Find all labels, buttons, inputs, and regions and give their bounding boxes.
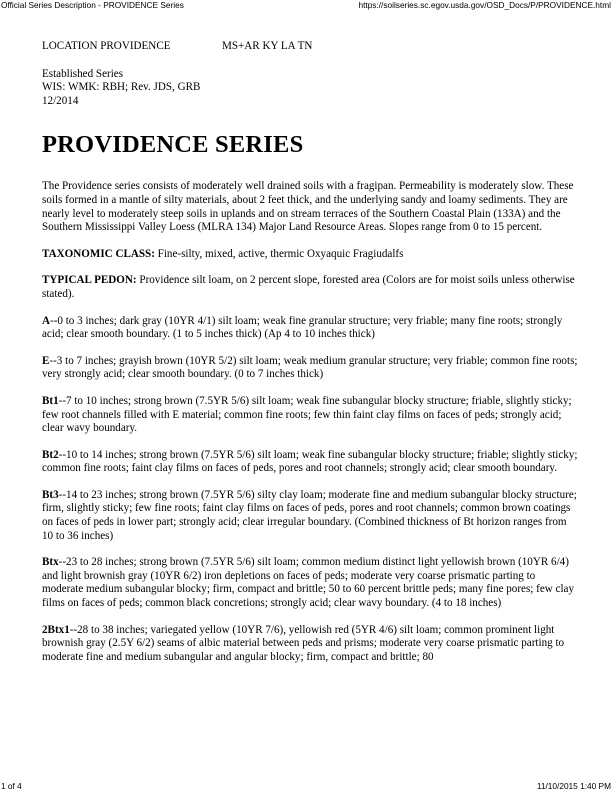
horizon-name: E — [42, 354, 50, 367]
horizon-name: Bt3 — [42, 488, 59, 501]
horizon-bt1 — [42, 395, 578, 436]
horizon-name: Bt2 — [42, 448, 59, 461]
typical-pedon-label: TYPICAL PEDON: — [42, 274, 137, 287]
horizon-name: A — [42, 314, 51, 327]
meta-date: 12/2014 — [42, 94, 79, 107]
horizon-bt3 — [42, 489, 578, 543]
typical-pedon-text: Providence silt loam, on 2 percent slope, forested area (Colors are for moist soils unless otherwise stated). — [42, 274, 575, 300]
intro-paragraph: The Providence series consists of moderately well drained soils with a fragipan. Permeability is moderately slow. These soils formed in a mantle of silty materials, about 2 feet thick, and the underlying sandy and loamy sediments. They are nearly level to moderately steep soils in uplands and on stream terraces of the Southern Coastal Plain (133A) and the Southern Mississippi Valley Loess (MLRA 134) Major Land Resource Areas. Slopes range from 0 to 15 percent. — [42, 180, 574, 234]
horizon-name: 2Btx1 — [42, 623, 70, 636]
horizon-text: --0 to 3 inches; dark gray (10YR 4/1) silt loam; weak fine granular structure; very friable; many fine roots; strongly acid; clear smooth boundary. (1 to 5 inches thick) (Ap 4 to 10 inches thick) — [42, 314, 563, 341]
series-meta — [42, 68, 578, 109]
horizon-e — [42, 355, 578, 382]
horizon-text: --3 to 7 inches; grayish brown (10YR 5/2) silt loam; weak medium granular structure; very friable; common fine roots; very strongly acid; clear smooth boundary. (0 to 7 inches thick) — [42, 354, 578, 381]
location-states: MS+AR KY LA TN — [222, 40, 313, 52]
horizon-btx — [42, 556, 578, 610]
horizon-name: Bt1 — [42, 394, 59, 407]
footer-page-number: 1 of 4 — [1, 781, 22, 791]
typical-pedon — [42, 274, 578, 301]
horizon-text: --23 to 28 inches; strong brown (7.5YR 5/6) silt loam; common medium distinct light yellowish brown (10YR 6/4) and light brownish gray (10YR 6/2) iron depletions on faces of peds; moderate very coarse prismatic parting to moderate medium subangular blocky; firm, compact and brittle; 50 to 60 percent brittle peds; many fine pores; few clay films on faces of peds; common black concretions; strongly acid; clear wavy boundary. (4 to 18 inches) — [42, 556, 575, 610]
horizon-bt2 — [42, 449, 578, 476]
taxonomic-class — [42, 248, 578, 262]
location-label: LOCATION PROVIDENCE — [42, 40, 171, 52]
horizon-2btx1 — [42, 624, 578, 665]
header-url: https://soilseries.sc.egov.usda.gov/OSD_Docs/P/PROVIDENCE.html — [358, 0, 611, 10]
location-line — [42, 40, 578, 54]
page-title: PROVIDENCE SERIES — [42, 131, 304, 159]
header-page-title: Official Series Description - PROVIDENCE Series — [1, 0, 184, 10]
document-body — [42, 40, 578, 664]
taxonomic-class-text: Fine-silty, mixed, active, thermic Oxyaquic Fragiudalfs — [154, 247, 404, 260]
horizon-a — [42, 315, 578, 342]
horizon-text: --7 to 10 inches; strong brown (7.5YR 5/6) silt loam; weak fine subangular blocky structure; friable, slightly sticky; few root channels filled with E material; common fine roots; few thin faint clay films on faces of peds; strongly acid; clear wavy boundary. — [42, 394, 572, 435]
taxonomic-class-label: TAXONOMIC CLASS: — [42, 247, 155, 260]
footer-datetime: 11/10/2015 1:40 PM — [536, 781, 611, 791]
meta-authors: WIS: WMK: RBH; Rev. JDS, GRB — [42, 81, 201, 94]
horizon-text: --10 to 14 inches; strong brown (7.5YR 5/6) silt loam; weak fine subangular blocky structure; friable; slightly sticky; common fine roots; faint clay films on faces of peds, pores and root channels; strongly acid; clear smooth boundary. — [42, 448, 578, 475]
horizon-text: --28 to 38 inches; variegated yellow (10YR 7/6), yellowish red (5YR 4/6) silt loam; common prominent light brownish gray (2.5Y 6/2) seams of albic material between peds and prisms; moderate very coarse prismatic parting to moderate fine and medium subangular and angular blocky; firm, compact and brittle; 80 — [42, 623, 565, 663]
horizon-name: Btx — [42, 556, 59, 569]
meta-status: Established Series — [42, 67, 124, 80]
horizon-text: --14 to 23 inches; strong brown (7.5YR 5/6) silty clay loam; moderate fine and medium subangular blocky structure; firm, slightly sticky; few fine roots; faint clay films on faces of peds, pores and root channels; common brown coatings on faces of peds in lower part; strongly acid; clear irregular boundary. (Combined thickness of Bt horizon ranges from 10 to 36 inches) — [42, 488, 577, 542]
